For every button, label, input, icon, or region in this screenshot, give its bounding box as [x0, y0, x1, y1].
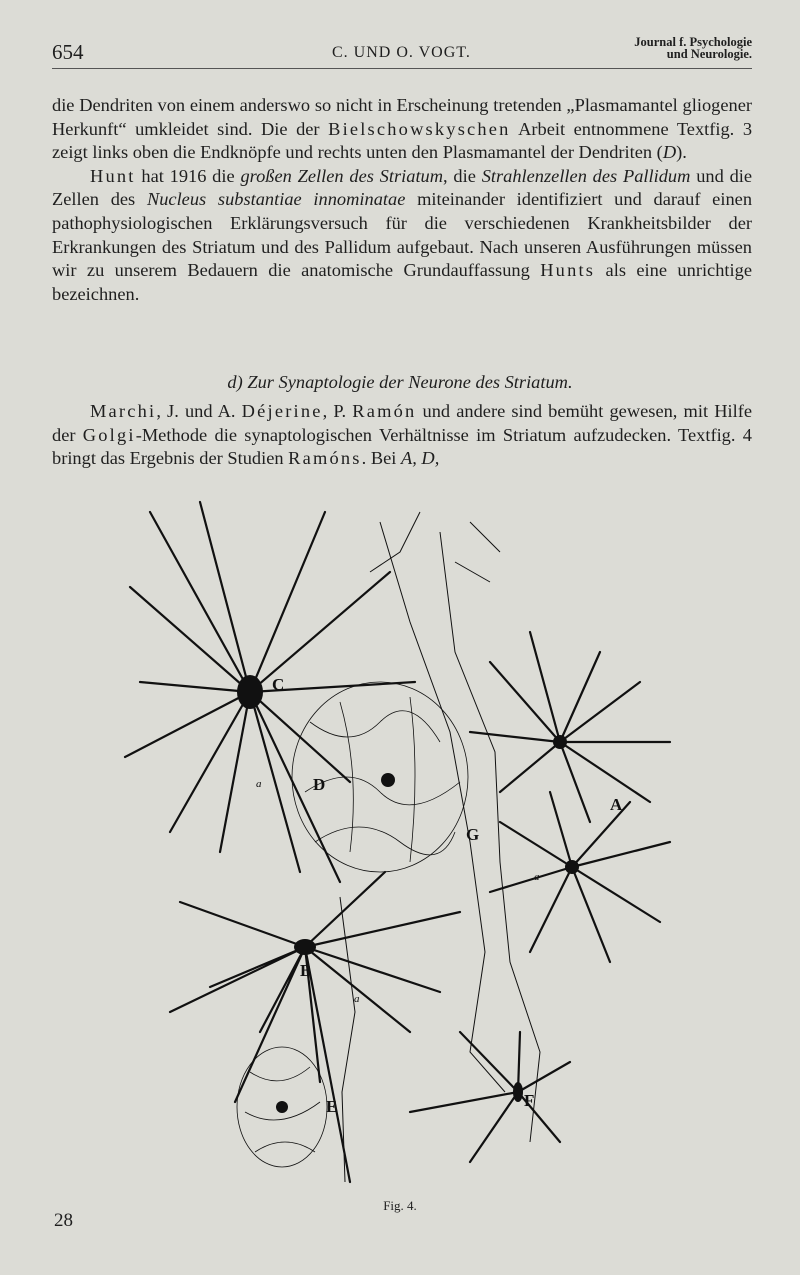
figure-label-c: C: [272, 675, 285, 694]
figure-label-a: A: [610, 795, 623, 814]
cell-body-e: [276, 1101, 288, 1113]
cell-body-d: [381, 773, 395, 787]
running-title: C. UND O. VOGT.: [332, 44, 471, 61]
figure-label-b: B: [300, 961, 312, 980]
author-name: Hunts: [540, 260, 596, 281]
page-header: [52, 36, 752, 69]
paragraph-1: die Dendriten von einem anderswo so nicht in Erscheinung tretenden „Plasmamantel gliogener Herkunft“ umkleidet sind. Die der Bielschowskyschen Arbeit entnommene Textfig. 3 zeigt links oben die Endknöpfe und rechts unten den Plasmamantel der Dendriten (D).: [52, 95, 753, 163]
figure-label-g: G: [466, 825, 480, 844]
paragraph-2: Hunt hat 1916 die großen Zellen des Striatum, die Strahlenzellen des Pallidum und die Zellen des Nucleus substantiae innominatae miteinander identifiziert und darauf einen pathophysiologischen Erklärungsversuch für die verschiedenen Krankheitsbilder der Erkrankungen des Striatum und des Pallidum aufgebaut. Nach unseren Ausführungen müssen wir zu unserem Bedauern die anatomische Grundauffassung Hunts als eine unrichtige bezeichnen.: [52, 165, 753, 304]
signature-mark: 28: [54, 1210, 73, 1231]
axon-label: a: [256, 778, 262, 790]
paragraph-3: Marchi, J. und A. Déjerine, P. Ramón und andere sind bemüht gewesen, mit Hilfe der Golgi-Methode die synaptologischen Verhältnisse im Striatum aufzudecken. Textfig. 4 bringt das Ergebnis der Studien Ramóns. Bei A, D,: [52, 401, 752, 469]
dendrite-lines: [125, 502, 670, 1182]
journal-line-1: Journal f. Psychologie: [634, 35, 752, 49]
cell-body-b: [294, 939, 316, 955]
axon-label: a: [354, 993, 360, 1005]
figure-caption: Fig. 4.: [383, 1198, 417, 1213]
section-heading: d) Zur Synaptologie der Neurone des Striatum.: [227, 372, 573, 392]
neuron-illustration: [110, 492, 710, 1187]
author-name: Hunt: [90, 165, 136, 186]
body-text-bottom: [52, 400, 752, 471]
figure-label-f: F: [524, 1091, 535, 1110]
cell-body-c: [237, 675, 263, 709]
body-text-top: [52, 94, 752, 306]
page-number: 654: [52, 40, 84, 64]
cell-body-a-upper: [553, 735, 567, 749]
figure-label-d: D: [313, 775, 326, 794]
author-name: Bielschowskyschen: [328, 118, 511, 139]
figure-label-e: E: [326, 1097, 338, 1116]
figure-ref: D: [662, 142, 677, 163]
journal-title: [634, 36, 752, 60]
cell-body-a-lower: [565, 860, 579, 874]
axon-label: a: [534, 871, 540, 883]
journal-line-2: und Neurologie.: [666, 47, 752, 61]
cell-body-f: [513, 1082, 523, 1102]
